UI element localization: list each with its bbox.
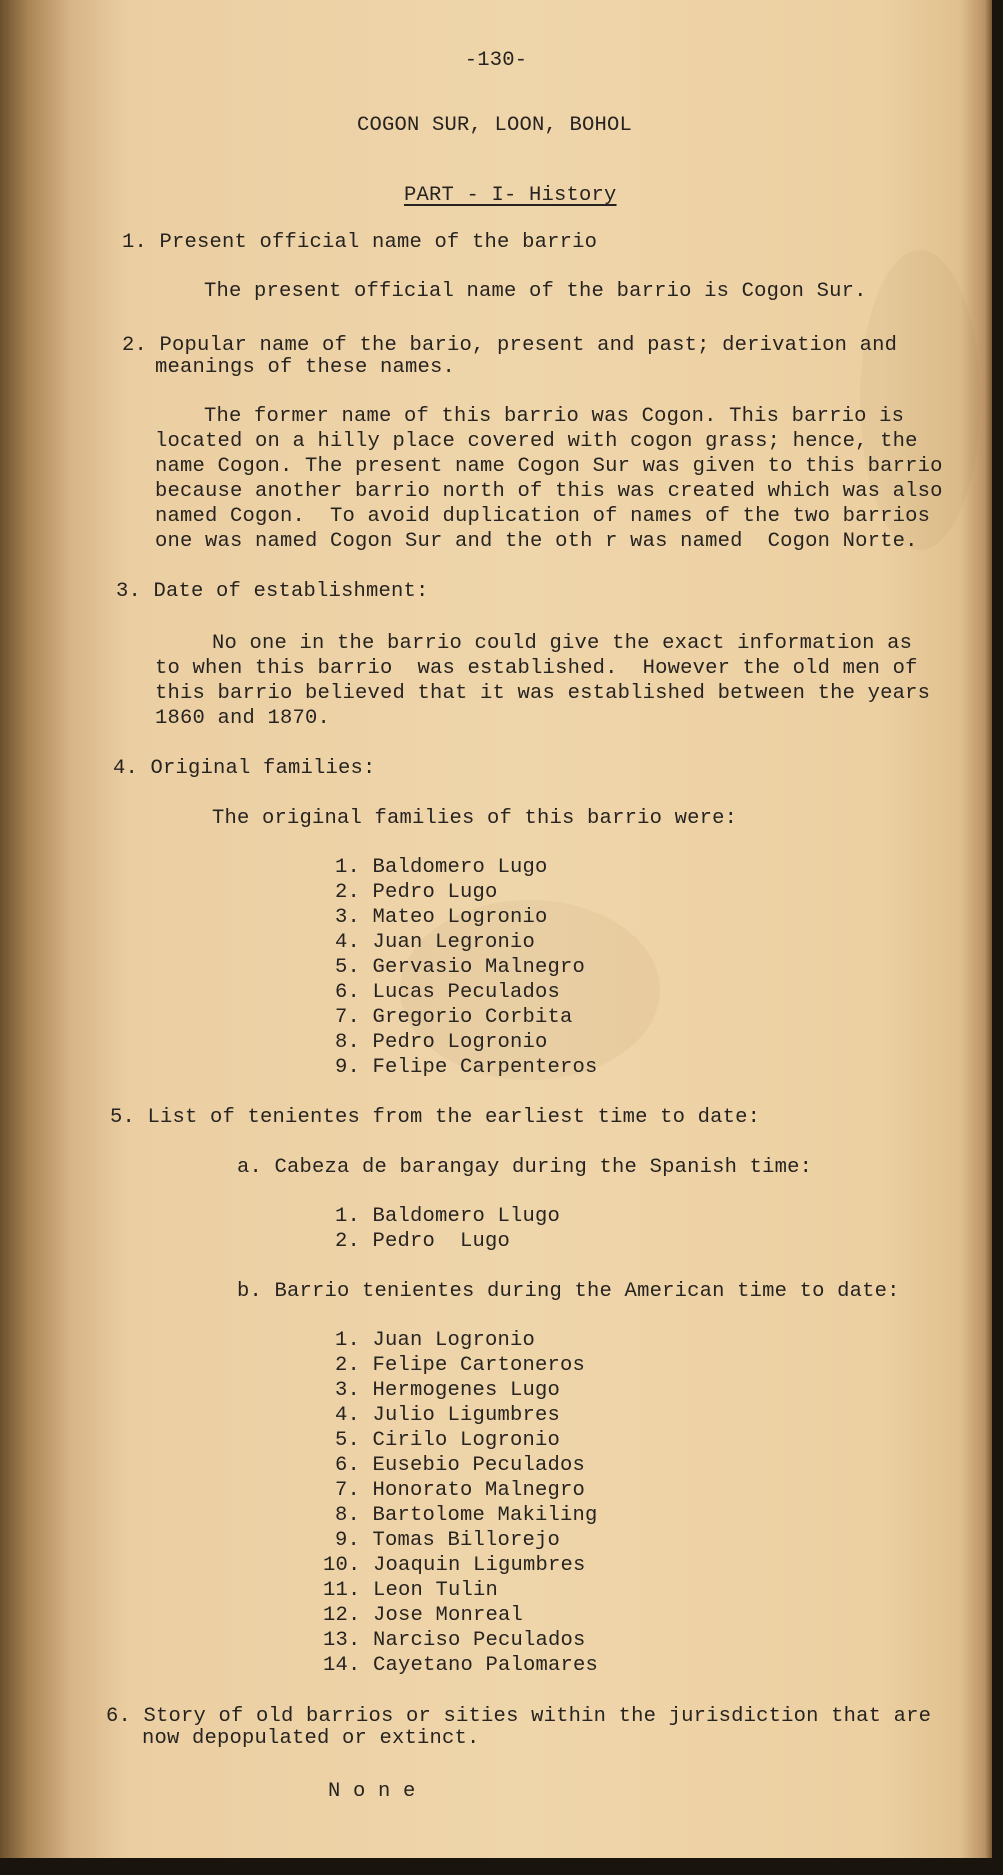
teniente-item: 5. Cirilo Logronio [335, 1429, 561, 1452]
teniente-item: 8. Bartolome Makiling [335, 1504, 598, 1527]
question-6-label-line: now depopulated or extinct. [142, 1727, 480, 1750]
page-number: -130- [464, 49, 528, 72]
question-3-answer-line: 1860 and 1870. [155, 707, 331, 730]
teniente-item: 7. Honorato Malnegro [335, 1479, 586, 1502]
question-2-label-line: meanings of these names. [155, 356, 456, 379]
question-6-label-line: 6. Story of old barrios or sities within the jurisdiction that are [106, 1705, 932, 1728]
question-4-intro: The original families of this barrio were: [212, 807, 738, 830]
question-3-answer-line: No one in the barrio could give the exact information as [212, 632, 913, 655]
teniente-item: 2. Felipe Cartoneros [335, 1354, 586, 1377]
question-3-label: 3. Date of establishment: [116, 580, 429, 603]
family-item: 6. Lucas Peculados [335, 981, 561, 1004]
question-1-label: 1. Present official name of the barrio [122, 231, 598, 254]
family-item: 3. Mateo Logronio [335, 906, 548, 929]
document-title: COGON SUR, LOON, BOHOL [357, 114, 633, 137]
teniente-item: 6. Eusebio Peculados [335, 1454, 586, 1477]
teniente-heading: b. Barrio tenientes during the American time to date: [237, 1280, 900, 1303]
family-item: 8. Pedro Logronio [335, 1031, 548, 1054]
family-item: 1. Baldomero Lugo [335, 856, 548, 879]
question-2-answer-line: located on a hilly place covered with cogon grass; hence, the [155, 430, 918, 453]
family-item: 5. Gervasio Malnegro [335, 956, 586, 979]
question-2-answer-line: name Cogon. The present name Cogon Sur was given to this barrio [155, 455, 943, 478]
teniente-item: 11. Leon Tulin [323, 1579, 499, 1602]
teniente-item: 3. Hermogenes Lugo [335, 1379, 561, 1402]
teniente-item: 10. Joaquin Ligumbres [323, 1554, 586, 1577]
teniente-item: 4. Julio Ligumbres [335, 1404, 561, 1427]
cabeza-item: 1. Baldomero Llugo [335, 1205, 561, 1228]
question-2-answer-line: The former name of this barrio was Cogon. This barrio is [204, 405, 905, 428]
teniente-item: 12. Jose Monreal [323, 1604, 524, 1627]
question-5-label: 5. List of tenientes from the earliest time to date: [110, 1106, 761, 1129]
question-2-label-line: 2. Popular name of the bario, present and past; derivation and [122, 334, 898, 357]
question-3-answer-line: this barrio believed that it was established between the years [155, 682, 931, 705]
question-3-answer-line: to when this barrio was established. However the old men of [155, 657, 918, 680]
part-heading: PART - I- History [404, 184, 617, 207]
question-4-label: 4. Original families: [113, 757, 376, 780]
cabeza-item: 2. Pedro Lugo [335, 1230, 511, 1253]
teniente-item: 13. Narciso Peculados [323, 1629, 586, 1652]
cabeza-heading: a. Cabeza de barangay during the Spanish time: [237, 1156, 813, 1179]
family-item: 7. Gregorio Corbita [335, 1006, 573, 1029]
family-item: 4. Juan Legronio [335, 931, 536, 954]
question-2-answer-line: because another barrio north of this was created which was also [155, 480, 943, 503]
teniente-item: 1. Juan Logronio [335, 1329, 536, 1352]
family-item: 9. Felipe Carpenteros [335, 1056, 598, 1079]
teniente-item: 14. Cayetano Palomares [323, 1654, 599, 1677]
family-item: 2. Pedro Lugo [335, 881, 498, 904]
question-6-answer: N o n e [328, 1780, 416, 1803]
question-1-answer: The present official name of the barrio is Cogon Sur. [204, 280, 867, 303]
question-2-answer-line: one was named Cogon Sur and the oth r was named Cogon Norte. [155, 530, 918, 553]
question-2-answer-line: named Cogon. To avoid duplication of names of the two barrios [155, 505, 931, 528]
teniente-item: 9. Tomas Billorejo [335, 1529, 561, 1552]
